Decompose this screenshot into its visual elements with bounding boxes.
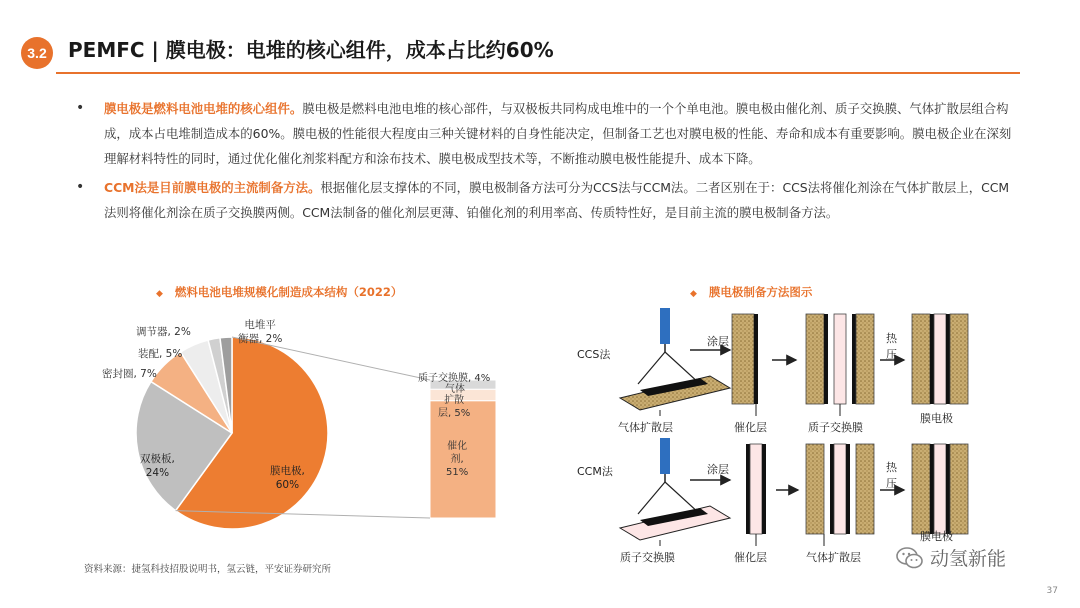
bar-label-gdl: 扩散 层, 5%: [438, 395, 471, 419]
bullet-dot-icon: •: [76, 100, 85, 116]
bullet-highlight: 膜电极是燃料电池电堆的核心组件。: [104, 101, 303, 116]
pie-label-mea: 膜电极, 60%: [270, 465, 305, 491]
ccm-catalyst-label: 催化层: [734, 551, 767, 564]
ccs-gdl-label: 气体扩散层: [618, 421, 673, 434]
page-number: 37: [1046, 586, 1058, 596]
watermark-text: 动氢新能: [930, 548, 1007, 570]
pie-label-regulator: 调节器, 2%: [136, 326, 191, 338]
bullet-dot-icon: •: [76, 179, 85, 195]
ccm-method-label: CCM法: [577, 465, 613, 478]
ccm-hotpress-label-1: 热: [886, 461, 897, 474]
ccs-row: [620, 308, 968, 410]
method-diagram-title: ◆ 膜电极制备方法图示: [690, 285, 813, 299]
pie-label-bop: 电堆平 衡器, 2%: [238, 319, 283, 345]
bar-label-gas: 气体: [445, 384, 465, 395]
bullet-text: 根据催化层支撑体的不同，膜电极制备方法可分为CCS法与CCM法。二者区别在于：CCS法将催化剂涂在气体扩散层上，CCM法则将催化剂涂在质子交换膜两侧。CCM法制备的催化剂层更薄、铂催化剂的利用率高、传质特性好，是目前主流的膜电极制备方法。: [104, 180, 1010, 220]
diamond-icon: ◆: [690, 289, 697, 299]
ccm-hotpress-label-2: 压: [886, 477, 897, 490]
nozzle-icon: [660, 438, 670, 474]
section-number-badge: 3.2: [21, 37, 53, 69]
ccs-hotpress-label-1: 热: [886, 332, 897, 345]
ccs-mea-label: 膜电极: [920, 412, 953, 425]
bullet-item: [76, 96, 1016, 171]
bullet-text: 膜电极是燃料电池电堆的核心部件，与双极板共同构成电堆中的一个个单电池。膜电极由催化剂、质子交换膜、气体扩散层组合构成，成本占电堆制造成本的60%。膜电极的性能很大程度由三种关键材料的自身性能决定，但制备工艺也对膜电极的性能、寿命和成本有重要影响。膜电极企业在深刻理解材料特性的同时，通过优化催化剂浆料配方和涂布技术、膜电极成型技术等，不断推动膜电极性能提升、成本下降。: [104, 101, 1012, 166]
bar-label-catalyst: 催化 剂, 51%: [446, 441, 469, 478]
watermark: [896, 544, 1006, 571]
pie-label-bipolar: 双极板, 24%: [140, 453, 175, 479]
ccs-coating-label: 涂层: [707, 335, 729, 348]
source-note: 资料来源：捷氢科技招股说明书，氢云链，平安证券研究所: [84, 564, 332, 575]
ccm-row: [620, 438, 968, 540]
ccs-gdl-plate: [620, 376, 730, 410]
ccm-coating-label: 涂层: [707, 463, 729, 476]
pie-label-seal: 密封圈, 7%: [102, 368, 157, 380]
pie-label-assembly: 装配, 5%: [138, 348, 183, 360]
ccm-pem-plate: [620, 506, 730, 540]
ccs-hotpress-label-2: 压: [886, 348, 897, 361]
bullet-list: [76, 96, 1016, 229]
ccs-pem-label: 质子交换膜: [808, 421, 863, 434]
bar-label-pem: 质子交换膜, 4%: [418, 373, 491, 384]
ccs-catalyst-label: 催化层: [734, 421, 767, 434]
cost-chart-title: ◆ 燃料电池电堆规模化制造成本结构（2022）: [156, 285, 403, 299]
ccm-gdl-label: 气体扩散层: [806, 551, 861, 564]
page-title: PEMFC | 膜电极：电堆的核心组件，成本占比约60%: [68, 38, 554, 62]
bullet-highlight: CCM法是目前膜电极的主流制备方法。: [104, 180, 321, 195]
ccm-mea-label: 膜电极: [920, 530, 953, 543]
ccs-method-label: CCS法: [577, 348, 611, 361]
title-divider: [56, 72, 1020, 74]
bullet-item: [76, 175, 1016, 225]
diamond-icon: ◆: [156, 289, 163, 299]
nozzle-icon: [660, 308, 670, 344]
wechat-icon: [896, 546, 924, 570]
ccm-pem-label: 质子交换膜: [620, 551, 675, 564]
